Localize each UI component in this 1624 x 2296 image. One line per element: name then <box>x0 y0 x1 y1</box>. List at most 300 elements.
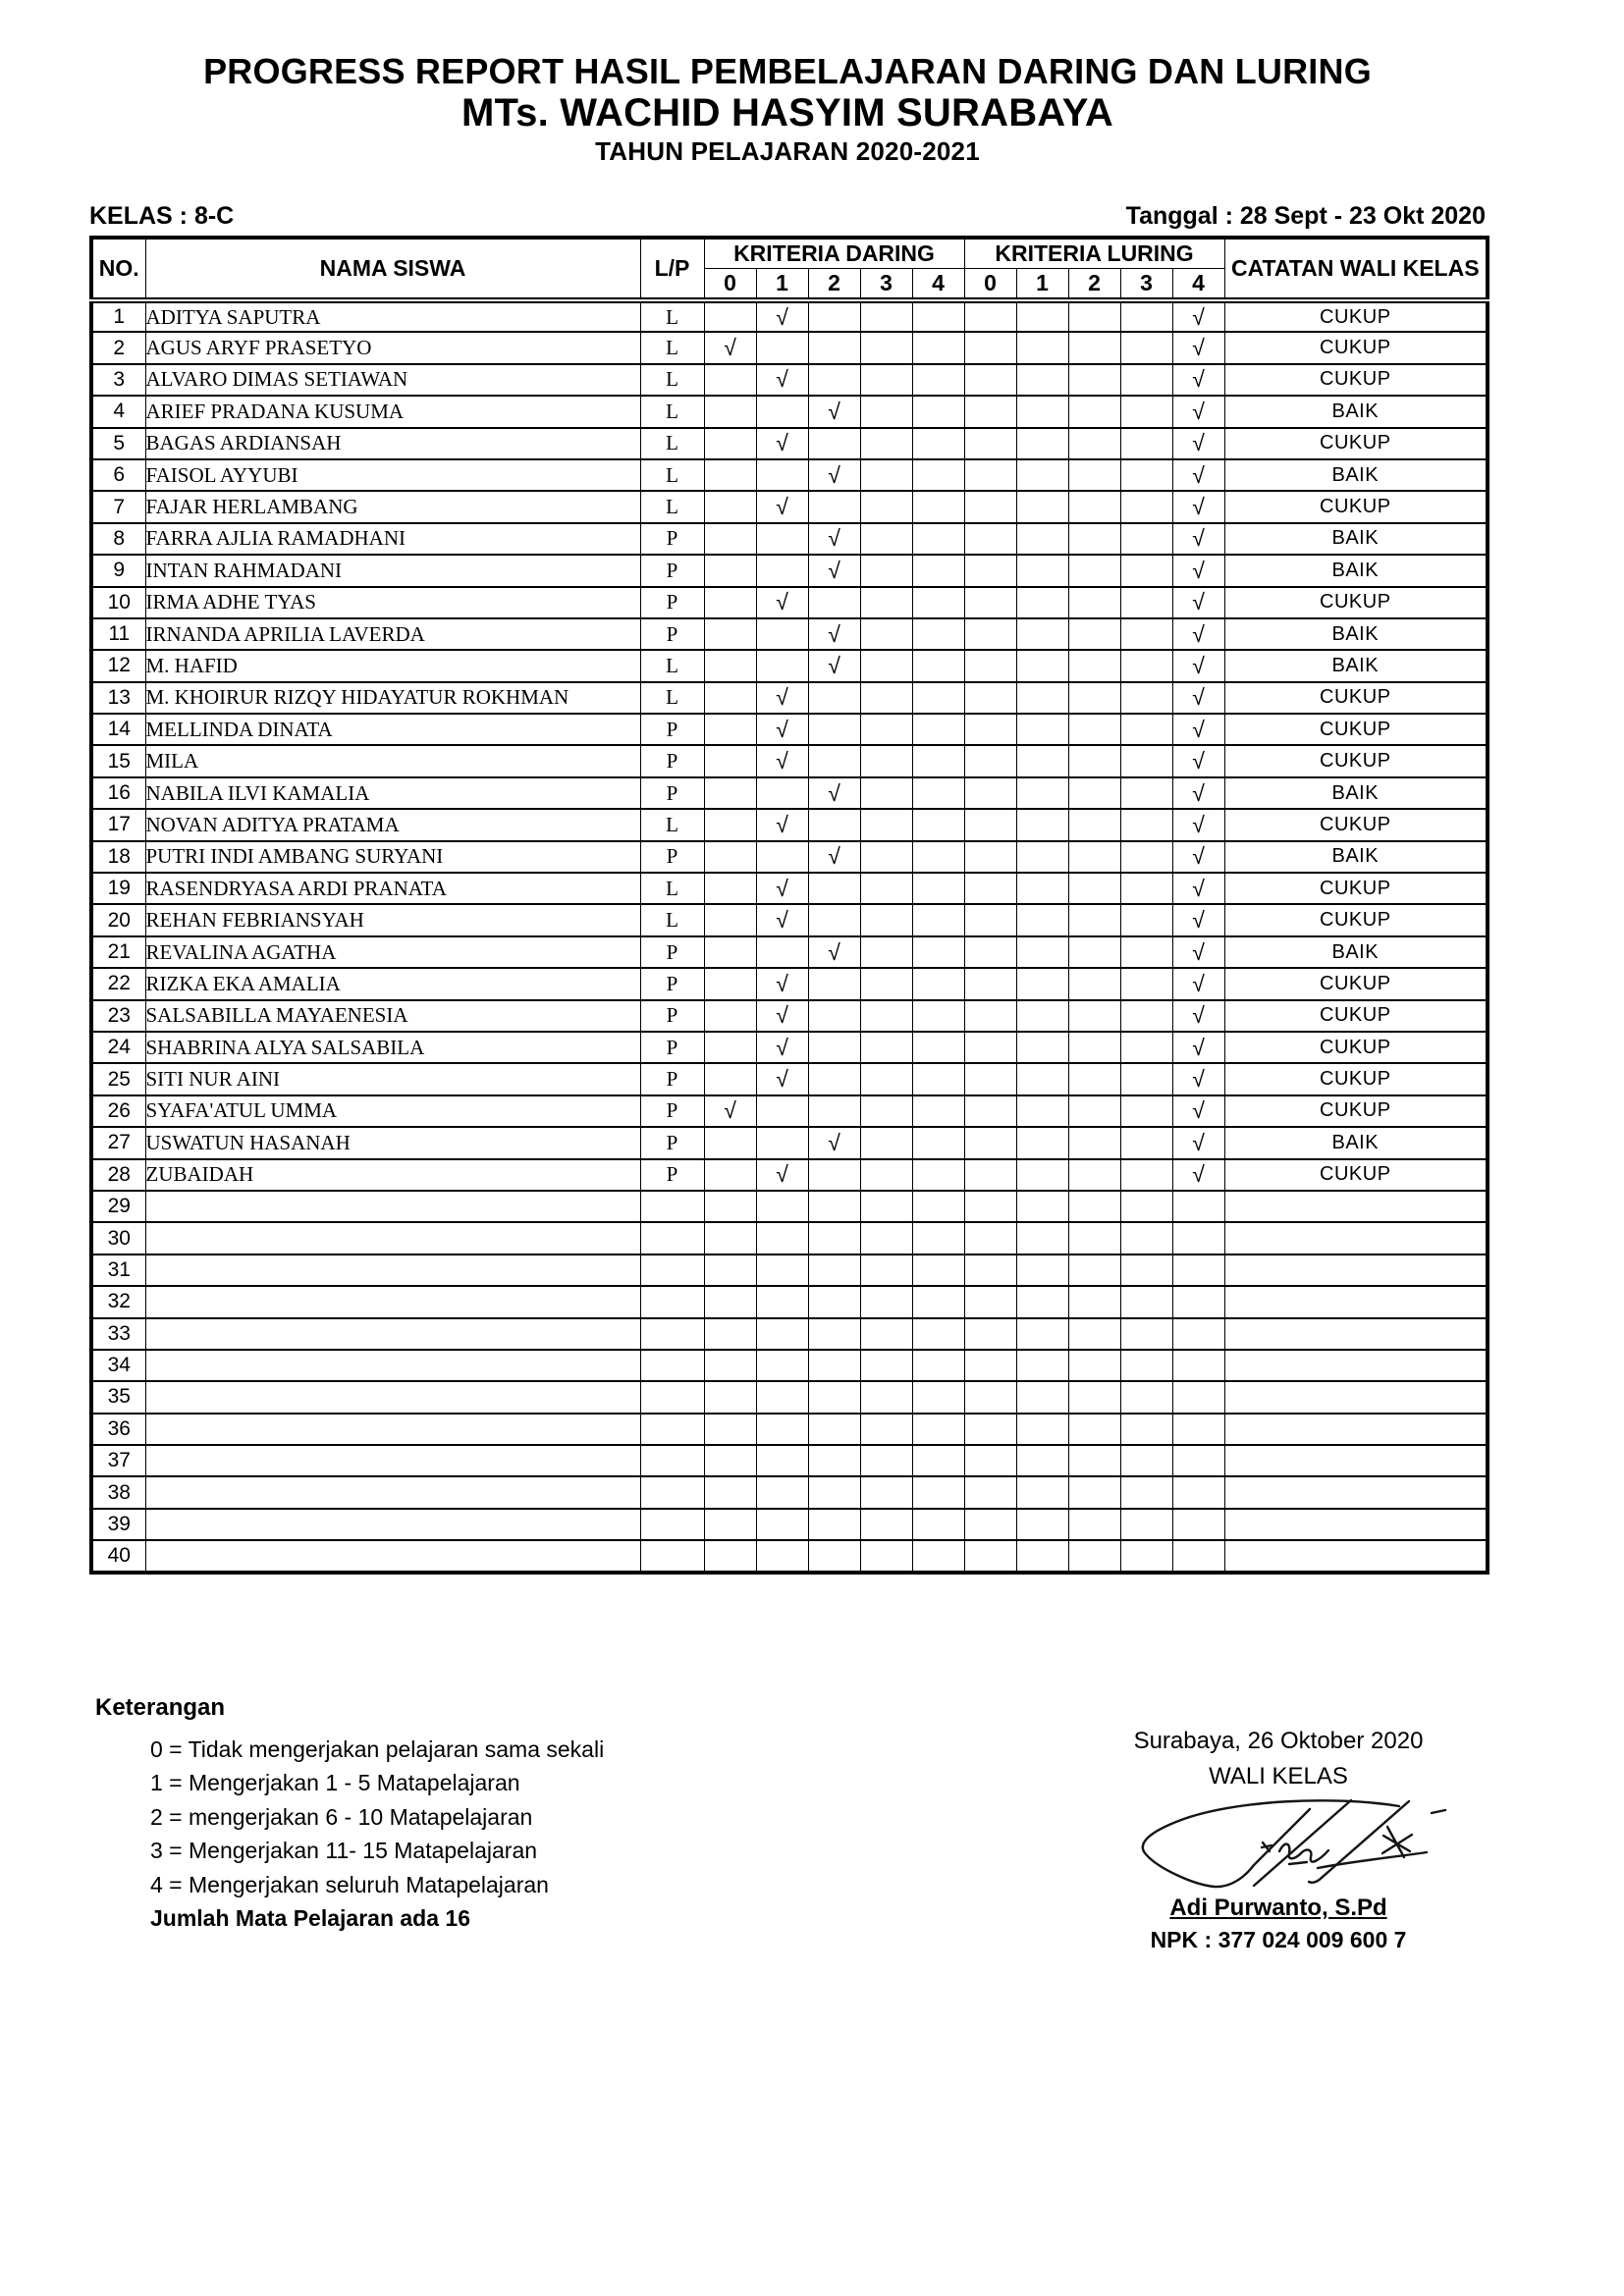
cell-no: 25 <box>91 1063 145 1095</box>
cell-daring-0 <box>704 491 756 522</box>
cell-lp: P <box>640 745 704 776</box>
cell-lp <box>640 1540 704 1572</box>
cell-luring-3 <box>1120 396 1172 427</box>
cell-daring-3 <box>860 396 912 427</box>
cell-luring-4: √ <box>1172 459 1224 491</box>
cell-luring-0 <box>964 1509 1016 1540</box>
cell-daring-1 <box>756 1509 808 1540</box>
cell-luring-3 <box>1120 459 1172 491</box>
cell-luring-4 <box>1172 1414 1224 1445</box>
luring-scale-2: 2 <box>1068 268 1120 300</box>
cell-daring-3 <box>860 1032 912 1063</box>
cell-no: 2 <box>91 332 145 363</box>
cell-luring-3 <box>1120 332 1172 363</box>
cell-luring-1 <box>1016 1159 1068 1191</box>
cell-daring-1 <box>756 618 808 650</box>
cell-daring-2 <box>808 714 860 745</box>
table-row <box>91 1063 1488 1095</box>
cell-luring-4: √ <box>1172 745 1224 776</box>
cell-daring-1: √ <box>756 1032 808 1063</box>
cell-student-name: MELLINDA DINATA <box>145 714 640 745</box>
cell-daring-2 <box>808 1381 860 1413</box>
cell-luring-2 <box>1068 809 1120 840</box>
cell-luring-1 <box>1016 650 1068 681</box>
cell-daring-1: √ <box>756 904 808 935</box>
cell-luring-1 <box>1016 1414 1068 1445</box>
cell-no: 21 <box>91 936 145 968</box>
cell-catatan: CUKUP <box>1224 682 1488 714</box>
cell-no: 24 <box>91 1032 145 1063</box>
cell-daring-0 <box>704 968 756 999</box>
cell-lp <box>640 1255 704 1286</box>
cell-daring-3 <box>860 1063 912 1095</box>
cell-luring-4: √ <box>1172 1095 1224 1127</box>
cell-daring-0 <box>704 841 756 873</box>
keterangan-note-3: 3 = Mengerjakan 11- 15 Matapelajaran <box>150 1838 538 1864</box>
table-row <box>91 1222 1488 1254</box>
cell-student-name: M. KHOIRUR RIZQY HIDAYATUR ROKHMAN <box>145 682 640 714</box>
cell-no: 13 <box>91 682 145 714</box>
cell-luring-4: √ <box>1172 1159 1224 1191</box>
cell-luring-2 <box>1068 459 1120 491</box>
cell-luring-0 <box>964 1063 1016 1095</box>
table-row <box>91 682 1488 714</box>
cell-daring-2: √ <box>808 555 860 586</box>
cell-daring-2 <box>808 1414 860 1445</box>
cell-daring-1 <box>756 396 808 427</box>
cell-daring-0 <box>704 459 756 491</box>
table-row <box>91 618 1488 650</box>
cell-catatan: CUKUP <box>1224 1063 1488 1095</box>
cell-daring-1 <box>756 650 808 681</box>
cell-lp <box>640 1191 704 1222</box>
cell-luring-0 <box>964 332 1016 363</box>
cell-catatan: BAIK <box>1224 618 1488 650</box>
cell-luring-0 <box>964 1127 1016 1158</box>
meta-row <box>89 202 1486 231</box>
cell-daring-2 <box>808 1255 860 1286</box>
cell-daring-1: √ <box>756 714 808 745</box>
cell-luring-3 <box>1120 1127 1172 1158</box>
table-row <box>91 396 1488 427</box>
cell-luring-2 <box>1068 904 1120 935</box>
table-row <box>91 1350 1488 1381</box>
cell-luring-4 <box>1172 1222 1224 1254</box>
cell-daring-0 <box>704 1255 756 1286</box>
cell-luring-2 <box>1068 1445 1120 1476</box>
cell-luring-3 <box>1120 650 1172 681</box>
cell-daring-1 <box>756 1318 808 1350</box>
cell-catatan: CUKUP <box>1224 1032 1488 1063</box>
cell-student-name <box>145 1414 640 1445</box>
table-row <box>91 1414 1488 1445</box>
cell-lp: P <box>640 777 704 809</box>
cell-luring-2 <box>1068 332 1120 363</box>
cell-luring-4: √ <box>1172 1000 1224 1032</box>
cell-daring-3 <box>860 491 912 522</box>
daring-scale-0: 0 <box>704 268 756 300</box>
cell-daring-0 <box>704 1127 756 1158</box>
cell-student-name: NABILA ILVI KAMALIA <box>145 777 640 809</box>
cell-student-name <box>145 1350 640 1381</box>
cell-daring-3 <box>860 873 912 904</box>
cell-daring-0 <box>704 1032 756 1063</box>
cell-luring-2 <box>1068 300 1120 332</box>
cell-luring-4: √ <box>1172 777 1224 809</box>
cell-daring-3 <box>860 809 912 840</box>
cell-daring-0 <box>704 1000 756 1032</box>
cell-luring-2 <box>1068 936 1120 968</box>
daring-scale-4: 4 <box>912 268 964 300</box>
cell-daring-0 <box>704 904 756 935</box>
cell-catatan: CUKUP <box>1224 428 1488 459</box>
cell-daring-0 <box>704 936 756 968</box>
table-row <box>91 1476 1488 1508</box>
cell-daring-3 <box>860 332 912 363</box>
cell-luring-1 <box>1016 809 1068 840</box>
cell-daring-0 <box>704 523 756 555</box>
cell-daring-1 <box>756 936 808 968</box>
cell-daring-2 <box>808 745 860 776</box>
cell-lp: L <box>640 491 704 522</box>
cell-luring-1 <box>1016 841 1068 873</box>
cell-daring-2: √ <box>808 618 860 650</box>
table-row <box>91 364 1488 396</box>
cell-luring-2 <box>1068 1255 1120 1286</box>
cell-daring-3 <box>860 1095 912 1127</box>
cell-luring-3 <box>1120 1063 1172 1095</box>
table-row <box>91 1191 1488 1222</box>
cell-luring-1 <box>1016 682 1068 714</box>
cell-daring-0 <box>704 1063 756 1095</box>
cell-daring-2 <box>808 300 860 332</box>
cell-daring-1 <box>756 841 808 873</box>
cell-luring-0 <box>964 555 1016 586</box>
cell-lp: P <box>640 1032 704 1063</box>
cell-luring-1 <box>1016 1032 1068 1063</box>
cell-luring-0 <box>964 1476 1016 1508</box>
cell-luring-3 <box>1120 523 1172 555</box>
cell-luring-2 <box>1068 1000 1120 1032</box>
keterangan-section <box>95 1694 604 1935</box>
cell-lp: P <box>640 1159 704 1191</box>
cell-luring-0 <box>964 1286 1016 1317</box>
cell-luring-4: √ <box>1172 936 1224 968</box>
cell-student-name: SITI NUR AINI <box>145 1063 640 1095</box>
cell-student-name: FARRA AJLIA RAMADHANI <box>145 523 640 555</box>
cell-daring-3 <box>860 1381 912 1413</box>
table-row <box>91 1159 1488 1191</box>
cell-daring-4 <box>912 1286 964 1317</box>
cell-daring-0 <box>704 1222 756 1254</box>
cell-daring-3 <box>860 1286 912 1317</box>
cell-luring-4 <box>1172 1509 1224 1540</box>
cell-luring-0 <box>964 873 1016 904</box>
table-row <box>91 714 1488 745</box>
cell-luring-4: √ <box>1172 428 1224 459</box>
cell-daring-1: √ <box>756 1000 808 1032</box>
cell-luring-4 <box>1172 1350 1224 1381</box>
cell-student-name: USWATUN HASANAH <box>145 1127 640 1158</box>
table-row <box>91 332 1488 363</box>
cell-student-name: SYAFA'ATUL UMMA <box>145 1095 640 1127</box>
cell-student-name <box>145 1191 640 1222</box>
cell-lp: P <box>640 555 704 586</box>
table-row <box>91 777 1488 809</box>
table-row <box>91 936 1488 968</box>
cell-lp: P <box>640 618 704 650</box>
cell-daring-0 <box>704 777 756 809</box>
table-row <box>91 459 1488 491</box>
cell-daring-0 <box>704 1191 756 1222</box>
cell-daring-2 <box>808 1509 860 1540</box>
cell-lp: P <box>640 841 704 873</box>
cell-daring-1: √ <box>756 1159 808 1191</box>
cell-daring-0 <box>704 1476 756 1508</box>
cell-daring-0 <box>704 650 756 681</box>
school-year: TAHUN PELAJARAN 2020-2021 <box>595 136 980 166</box>
cell-daring-2: √ <box>808 1127 860 1158</box>
cell-daring-4 <box>912 650 964 681</box>
cell-daring-2 <box>808 587 860 618</box>
cell-daring-3 <box>860 1540 912 1572</box>
cell-luring-3 <box>1120 1318 1172 1350</box>
cell-student-name <box>145 1476 640 1508</box>
cell-daring-0 <box>704 300 756 332</box>
cell-no: 27 <box>91 1127 145 1158</box>
cell-daring-1 <box>756 1095 808 1127</box>
cell-catatan: CUKUP <box>1224 332 1488 363</box>
cell-daring-4 <box>912 841 964 873</box>
cell-daring-1: √ <box>756 364 808 396</box>
cell-no: 33 <box>91 1318 145 1350</box>
cell-daring-2: √ <box>808 841 860 873</box>
cell-catatan: BAIK <box>1224 650 1488 681</box>
cell-luring-4: √ <box>1172 300 1224 332</box>
cell-luring-4: √ <box>1172 714 1224 745</box>
keterangan-note-2: 2 = mengerjakan 6 - 10 Matapelajaran <box>150 1803 533 1830</box>
cell-daring-4 <box>912 459 964 491</box>
cell-daring-2 <box>808 1000 860 1032</box>
cell-daring-2 <box>808 1445 860 1476</box>
cell-luring-0 <box>964 428 1016 459</box>
cell-daring-2 <box>808 428 860 459</box>
cell-daring-2 <box>808 1286 860 1317</box>
date-range-label: Tanggal : 28 Sept - 23 Okt 2020 <box>1125 202 1486 230</box>
keterangan-note-0: 0 = Tidak mengerjakan pelajaran sama sekali <box>150 1736 605 1762</box>
cell-daring-4 <box>912 587 964 618</box>
cell-luring-4: √ <box>1172 650 1224 681</box>
cell-luring-4 <box>1172 1318 1224 1350</box>
cell-luring-2 <box>1068 1381 1120 1413</box>
cell-student-name: RASENDRYASA ARDI PRANATA <box>145 873 640 904</box>
cell-catatan: BAIK <box>1224 555 1488 586</box>
cell-catatan: CUKUP <box>1224 587 1488 618</box>
cell-luring-1 <box>1016 777 1068 809</box>
cell-no: 32 <box>91 1286 145 1317</box>
cell-daring-0 <box>704 1445 756 1476</box>
cell-student-name: PUTRI INDI AMBANG SURYANI <box>145 841 640 873</box>
cell-student-name: FAJAR HERLAMBANG <box>145 491 640 522</box>
cell-daring-1 <box>756 1476 808 1508</box>
cell-luring-4 <box>1172 1191 1224 1222</box>
table-row <box>91 1095 1488 1127</box>
cell-luring-0 <box>964 1381 1016 1413</box>
cell-no: 1 <box>91 300 145 332</box>
cell-student-name: ADITYA SAPUTRA <box>145 300 640 332</box>
cell-luring-3 <box>1120 1255 1172 1286</box>
cell-catatan <box>1224 1318 1488 1350</box>
cell-no: 6 <box>91 459 145 491</box>
cell-luring-3 <box>1120 364 1172 396</box>
cell-luring-1 <box>1016 1445 1068 1476</box>
cell-daring-1: √ <box>756 809 808 840</box>
cell-luring-4: √ <box>1172 491 1224 522</box>
cell-luring-2 <box>1068 745 1120 776</box>
cell-luring-1 <box>1016 1127 1068 1158</box>
cell-no: 19 <box>91 873 145 904</box>
cell-no: 10 <box>91 587 145 618</box>
cell-luring-3 <box>1120 1191 1172 1222</box>
signature-city-date: Surabaya, 26 Oktober 2020 <box>1133 1728 1424 1754</box>
cell-no: 18 <box>91 841 145 873</box>
cell-daring-3 <box>860 745 912 776</box>
cell-luring-2 <box>1068 1095 1120 1127</box>
cell-daring-3 <box>860 714 912 745</box>
cell-daring-4 <box>912 714 964 745</box>
cell-luring-0 <box>964 1159 1016 1191</box>
progress-report-table <box>89 236 1489 1575</box>
cell-luring-0 <box>964 1255 1016 1286</box>
cell-student-name: NOVAN ADITYA PRATAMA <box>145 809 640 840</box>
cell-luring-1 <box>1016 873 1068 904</box>
cell-daring-0 <box>704 1414 756 1445</box>
cell-luring-3 <box>1120 618 1172 650</box>
cell-luring-0 <box>964 936 1016 968</box>
cell-daring-2: √ <box>808 459 860 491</box>
luring-scale-4: 4 <box>1172 268 1224 300</box>
cell-luring-4: √ <box>1172 332 1224 363</box>
cell-luring-1 <box>1016 936 1068 968</box>
cell-luring-4: √ <box>1172 1127 1224 1158</box>
cell-student-name: REHAN FEBRIANSYAH <box>145 904 640 935</box>
cell-luring-4 <box>1172 1540 1224 1572</box>
cell-catatan: CUKUP <box>1224 873 1488 904</box>
cell-no: 20 <box>91 904 145 935</box>
cell-luring-1 <box>1016 1000 1068 1032</box>
cell-daring-0 <box>704 1509 756 1540</box>
table-row <box>91 428 1488 459</box>
cell-daring-0 <box>704 682 756 714</box>
cell-daring-4 <box>912 1222 964 1254</box>
cell-luring-3 <box>1120 745 1172 776</box>
cell-luring-4: √ <box>1172 809 1224 840</box>
cell-student-name <box>145 1509 640 1540</box>
cell-daring-4 <box>912 968 964 999</box>
cell-daring-0 <box>704 364 756 396</box>
cell-luring-1 <box>1016 1286 1068 1317</box>
cell-daring-2 <box>808 1476 860 1508</box>
cell-daring-2 <box>808 1350 860 1381</box>
cell-luring-3 <box>1120 682 1172 714</box>
cell-daring-4 <box>912 1540 964 1572</box>
cell-no: 22 <box>91 968 145 999</box>
cell-daring-1: √ <box>756 1063 808 1095</box>
cell-luring-2 <box>1068 682 1120 714</box>
cell-luring-0 <box>964 968 1016 999</box>
cell-no: 36 <box>91 1414 145 1445</box>
cell-luring-0 <box>964 1191 1016 1222</box>
cell-student-name <box>145 1540 640 1572</box>
cell-catatan: BAIK <box>1224 777 1488 809</box>
cell-lp: P <box>640 936 704 968</box>
table-row <box>91 1318 1488 1350</box>
cell-luring-4: √ <box>1172 1032 1224 1063</box>
cell-lp <box>640 1381 704 1413</box>
cell-daring-4 <box>912 1350 964 1381</box>
cell-daring-0 <box>704 1540 756 1572</box>
cell-luring-3 <box>1120 1350 1172 1381</box>
cell-no: 17 <box>91 809 145 840</box>
cell-catatan: CUKUP <box>1224 714 1488 745</box>
cell-luring-3 <box>1120 1414 1172 1445</box>
col-header-kriteria-daring: KRITERIA DARING <box>704 238 964 268</box>
cell-luring-0 <box>964 745 1016 776</box>
cell-daring-3 <box>860 682 912 714</box>
cell-daring-4 <box>912 873 964 904</box>
cell-catatan: BAIK <box>1224 523 1488 555</box>
cell-luring-0 <box>964 777 1016 809</box>
cell-luring-4: √ <box>1172 587 1224 618</box>
cell-no: 16 <box>91 777 145 809</box>
cell-luring-3 <box>1120 491 1172 522</box>
cell-student-name <box>145 1381 640 1413</box>
cell-lp <box>640 1286 704 1317</box>
cell-luring-2 <box>1068 396 1120 427</box>
cell-daring-3 <box>860 1318 912 1350</box>
cell-luring-4: √ <box>1172 1063 1224 1095</box>
cell-no: 34 <box>91 1350 145 1381</box>
cell-daring-1: √ <box>756 300 808 332</box>
luring-scale-0: 0 <box>964 268 1016 300</box>
cell-daring-0 <box>704 428 756 459</box>
cell-lp: L <box>640 332 704 363</box>
cell-daring-4 <box>912 1191 964 1222</box>
cell-catatan <box>1224 1476 1488 1508</box>
cell-catatan: BAIK <box>1224 1127 1488 1158</box>
cell-student-name: ARIEF PRADANA KUSUMA <box>145 396 640 427</box>
cell-luring-3 <box>1120 1222 1172 1254</box>
cell-catatan: BAIK <box>1224 396 1488 427</box>
cell-luring-2 <box>1068 714 1120 745</box>
cell-daring-0 <box>704 745 756 776</box>
cell-daring-2: √ <box>808 650 860 681</box>
cell-lp: P <box>640 1000 704 1032</box>
cell-daring-2 <box>808 682 860 714</box>
cell-luring-0 <box>964 523 1016 555</box>
cell-daring-2 <box>808 904 860 935</box>
cell-daring-0 <box>704 809 756 840</box>
cell-luring-2 <box>1068 1350 1120 1381</box>
class-label: KELAS : 8-C <box>89 202 235 230</box>
cell-catatan: CUKUP <box>1224 1000 1488 1032</box>
col-header-lp: L/P <box>640 238 704 300</box>
cell-daring-2 <box>808 491 860 522</box>
cell-luring-1 <box>1016 523 1068 555</box>
cell-luring-1 <box>1016 428 1068 459</box>
col-header-no: NO. <box>91 238 145 300</box>
cell-luring-0 <box>964 1414 1016 1445</box>
